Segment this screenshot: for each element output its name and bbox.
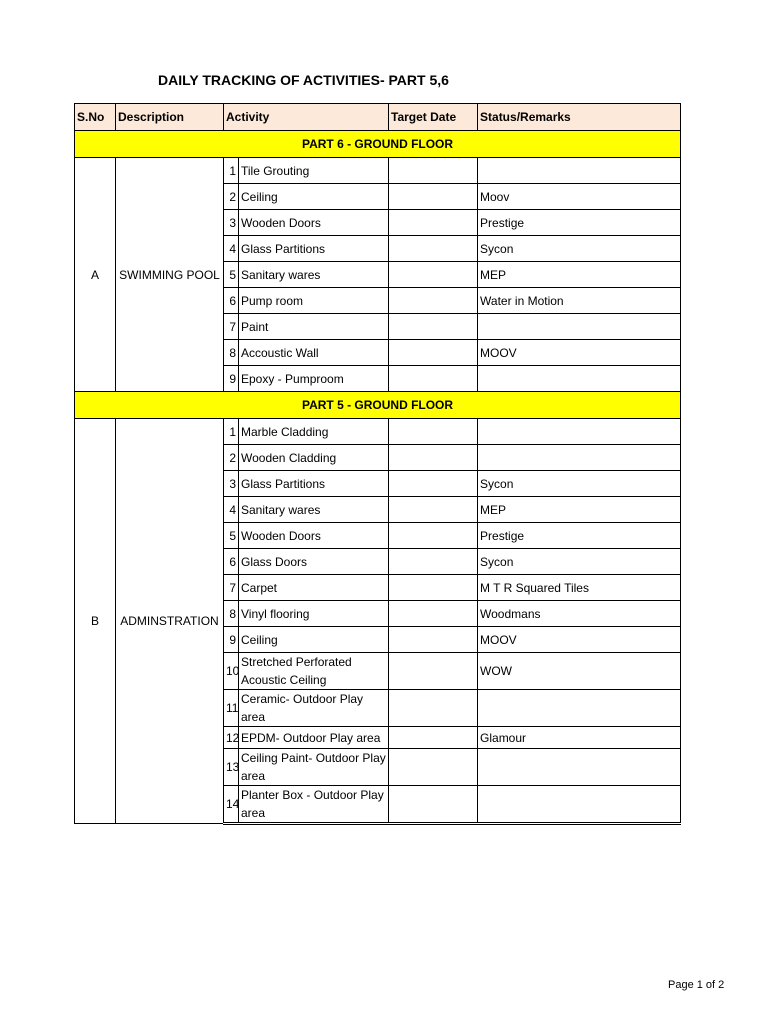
activity-number: 6 (224, 549, 239, 575)
status-cell: Sycon (478, 236, 681, 262)
activity-number: 8 (224, 340, 239, 366)
section-heading-row (75, 131, 681, 158)
group-sno: A (75, 158, 116, 392)
activity-number: 13 (224, 749, 239, 786)
group-sno: B (75, 419, 116, 824)
header-status: Status/Remarks (478, 104, 681, 131)
activity-number: 12 (224, 727, 239, 749)
status-cell: Woodmans (478, 601, 681, 627)
activity-name: Accoustic Wall (239, 340, 389, 366)
target-date-cell (389, 627, 478, 653)
target-date-cell (389, 210, 478, 236)
target-date-cell (389, 314, 478, 340)
activity-number: 14 (224, 786, 239, 824)
status-cell (478, 314, 681, 340)
status-cell: MOOV (478, 340, 681, 366)
activity-name: Sanitary wares (239, 262, 389, 288)
status-cell (478, 419, 681, 445)
target-date-cell (389, 786, 478, 824)
activity-name: Ceiling Paint- Outdoor Play area (239, 749, 389, 786)
activity-name: Marble Cladding (239, 419, 389, 445)
status-cell: Glamour (478, 727, 681, 749)
target-date-cell (389, 523, 478, 549)
activity-number: 8 (224, 601, 239, 627)
page-number: Page 1 of 2 (668, 979, 725, 991)
activity-number: 10 (224, 653, 239, 690)
target-date-cell (389, 445, 478, 471)
header-row (75, 104, 681, 131)
activity-name: Wooden Doors (239, 523, 389, 549)
activity-number: 1 (224, 158, 239, 184)
activity-number: 5 (224, 523, 239, 549)
status-cell (478, 445, 681, 471)
status-cell (478, 786, 681, 824)
activity-name: Stretched Perforated Acoustic Ceiling (239, 653, 389, 690)
activity-name: Paint (239, 314, 389, 340)
activity-name: Pump room (239, 288, 389, 314)
activity-name: Tile Grouting (239, 158, 389, 184)
header-activity: Activity (224, 104, 389, 131)
table-row (75, 158, 681, 184)
group-description: SWIMMING POOL (116, 158, 224, 392)
target-date-cell (389, 690, 478, 727)
activity-name: Vinyl flooring (239, 601, 389, 627)
target-date-cell (389, 549, 478, 575)
target-date-cell (389, 419, 478, 445)
target-date-cell (389, 727, 478, 749)
activity-number: 5 (224, 262, 239, 288)
status-cell (478, 749, 681, 786)
section-heading-row (75, 392, 681, 419)
header-description: Description (116, 104, 224, 131)
header-target-date: Target Date (389, 104, 478, 131)
table-row (75, 419, 681, 445)
activity-number: 2 (224, 184, 239, 210)
target-date-cell (389, 366, 478, 392)
activity-name: Ceramic- Outdoor Play area (239, 690, 389, 727)
activity-number: 6 (224, 288, 239, 314)
activity-name: Planter Box - Outdoor Play area (239, 786, 389, 824)
activity-number: 2 (224, 445, 239, 471)
status-cell (478, 158, 681, 184)
status-cell: M T R Squared Tiles (478, 575, 681, 601)
activity-number: 9 (224, 366, 239, 392)
target-date-cell (389, 262, 478, 288)
activity-number: 4 (224, 497, 239, 523)
header-sno: S.No (75, 104, 116, 131)
activity-name: Glass Partitions (239, 471, 389, 497)
activity-name: Carpet (239, 575, 389, 601)
status-cell: Sycon (478, 549, 681, 575)
status-cell: MOOV (478, 627, 681, 653)
target-date-cell (389, 601, 478, 627)
section-heading: PART 6 - GROUND FLOOR (75, 131, 681, 158)
status-cell: MEP (478, 262, 681, 288)
status-cell (478, 366, 681, 392)
activity-name: EPDM- Outdoor Play area (239, 727, 389, 749)
activity-name: Glass Partitions (239, 236, 389, 262)
status-cell: MEP (478, 497, 681, 523)
activity-table (74, 103, 681, 825)
activity-name: Ceiling (239, 627, 389, 653)
activity-number: 3 (224, 471, 239, 497)
target-date-cell (389, 184, 478, 210)
status-cell: WOW (478, 653, 681, 690)
page-title: DAILY TRACKING OF ACTIVITIES- PART 5,6 (158, 72, 449, 88)
target-date-cell (389, 288, 478, 314)
activity-number: 3 (224, 210, 239, 236)
status-cell: Water in Motion (478, 288, 681, 314)
target-date-cell (389, 653, 478, 690)
target-date-cell (389, 158, 478, 184)
target-date-cell (389, 471, 478, 497)
activity-number: 7 (224, 314, 239, 340)
status-cell: Sycon (478, 471, 681, 497)
activity-name: Epoxy - Pumproom (239, 366, 389, 392)
table-body (75, 131, 681, 824)
activity-name: Glass Doors (239, 549, 389, 575)
target-date-cell (389, 340, 478, 366)
activity-number: 9 (224, 627, 239, 653)
activity-number: 1 (224, 419, 239, 445)
activity-name: Wooden Doors (239, 210, 389, 236)
status-cell: Prestige (478, 523, 681, 549)
status-cell: Prestige (478, 210, 681, 236)
activity-name: Wooden Cladding (239, 445, 389, 471)
activity-number: 7 (224, 575, 239, 601)
activity-name: Ceiling (239, 184, 389, 210)
target-date-cell (389, 749, 478, 786)
target-date-cell (389, 575, 478, 601)
status-cell: Moov (478, 184, 681, 210)
activity-name: Sanitary wares (239, 497, 389, 523)
activity-number: 4 (224, 236, 239, 262)
group-description: ADMINSTRATION (116, 419, 224, 824)
target-date-cell (389, 236, 478, 262)
status-cell (478, 690, 681, 727)
target-date-cell (389, 497, 478, 523)
activity-number: 11 (224, 690, 239, 727)
section-heading: PART 5 - GROUND FLOOR (75, 392, 681, 419)
